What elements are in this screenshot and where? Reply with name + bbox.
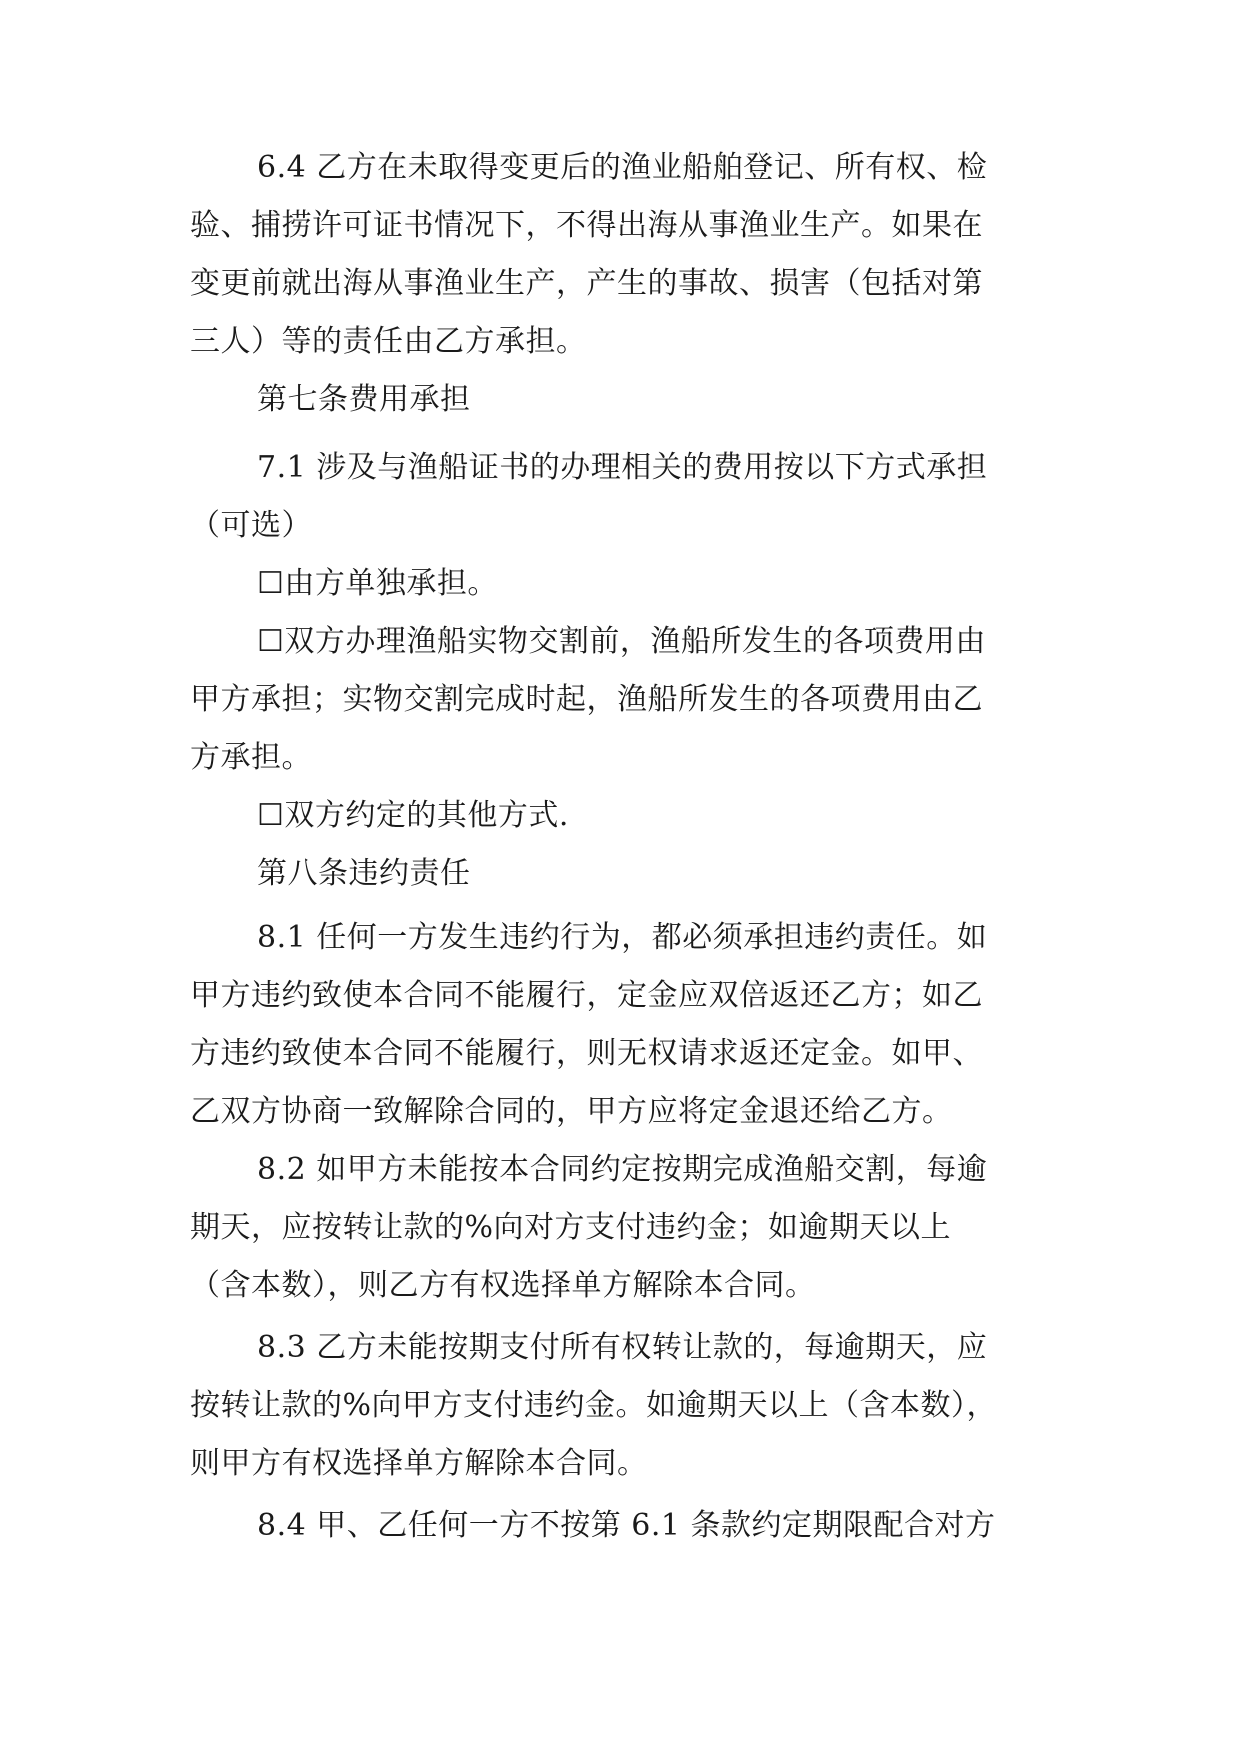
- clause-6-4-line-4: 三人）等的责任由乙方承担。: [190, 324, 587, 359]
- clause-8-1-line-2: 甲方违约致使本合同不能履行，定金应双倍返还乙方；如乙: [190, 978, 983, 1013]
- clause-8-2-line-2: 期天，应按转让款的%向对方支付违约金；如逾期天以上: [190, 1210, 952, 1245]
- clause-8-3-line-1: 8.3 乙方未能按期支付所有权转让款的，每逾期天，应: [257, 1330, 988, 1365]
- article-8-heading: 第八条违约责任: [257, 856, 471, 891]
- clause-8-3-line-3: 则甲方有权选择单方解除本合同。: [190, 1446, 648, 1481]
- article-7-heading: 第七条费用承担: [257, 382, 471, 417]
- clause-7-1-line-1: 7.1 涉及与渔船证书的办理相关的费用按以下方式承担: [257, 450, 988, 485]
- clause-8-1-line-3: 方违约致使本合同不能履行，则无权请求返还定金。如甲、: [190, 1036, 983, 1071]
- clause-6-4-line-3: 变更前就出海从事渔业生产，产生的事故、损害（包括对第: [190, 266, 983, 301]
- option-1-line: ☐由方单独承担。: [257, 566, 498, 601]
- option-2-line-3: 方承担。: [190, 740, 312, 775]
- option-2-line-1: ☐双方办理渔船实物交割前，渔船所发生的各项费用由: [257, 624, 986, 659]
- clause-8-4-line-1: 8.4 甲、乙任何一方不按第 6.1 条款约定期限配合对方: [257, 1508, 996, 1543]
- clause-8-2-line-3: （含本数），则乙方有权选择单方解除本合同。: [190, 1268, 816, 1303]
- clause-8-1-line-1: 8.1 任何一方发生违约行为，都必须承担违约责任。如: [257, 920, 988, 955]
- clause-8-2-line-1: 8.2 如甲方未能按本合同约定按期完成渔船交割，每逾: [257, 1152, 988, 1187]
- option-3-line: ☐双方约定的其他方式.: [257, 798, 569, 833]
- clause-6-4-line-2: 验、捕捞许可证书情况下，不得出海从事渔业生产。如果在: [190, 208, 983, 243]
- clause-6-4-line-1: 6.4 乙方在未取得变更后的渔业船舶登记、所有权、检: [257, 150, 988, 185]
- option-2-line-2: 甲方承担；实物交割完成时起，渔船所发生的各项费用由乙: [190, 682, 983, 717]
- clause-7-1-line-2: （可选）: [190, 508, 312, 543]
- clause-8-3-line-2: 按转让款的%向甲方支付违约金。如逾期天以上（含本数），: [190, 1388, 998, 1423]
- clause-8-1-line-4: 乙双方协商一致解除合同的，甲方应将定金退还给乙方。: [190, 1094, 953, 1129]
